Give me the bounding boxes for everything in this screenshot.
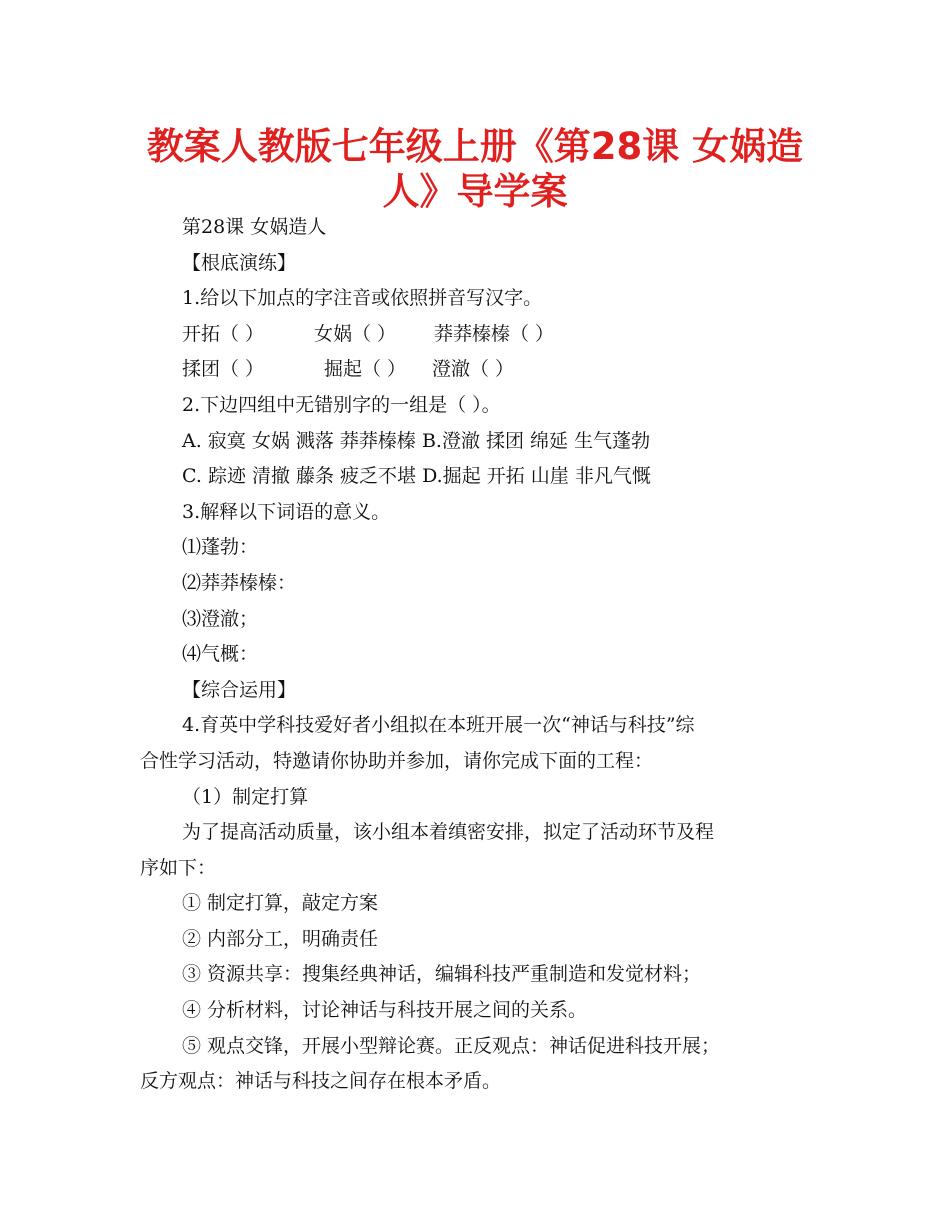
question-3-prompt: 3.解释以下词语的意义。: [182, 500, 391, 523]
question-2-prompt: 2.下边四组中无错别字的一组是（ ）。: [182, 393, 501, 416]
question-4-paragraph-line: 序如下：: [140, 856, 217, 879]
question-4-paragraph-line: 合性学习活动，特邀请你协助并参加，请你完成下面的工程：: [140, 749, 654, 772]
question-1-row-1: [140, 317, 820, 353]
document-title-line-2: 人》导学案: [382, 170, 568, 213]
question-4-paragraph-line: 为了提高活动质量，该小组本着缜密安排，拟定了活动环节及程: [182, 821, 715, 844]
question-3-item: ⑴蓬勃：: [182, 536, 259, 559]
question-4-step: ④ 分析材料，讨论神话与科技开展之间的关系。: [182, 999, 588, 1022]
q1-item: 掘起（ ）: [324, 358, 407, 381]
question-4-step-continuation: 反方观点：神话与科技之间存在根本矛盾。: [140, 1070, 502, 1093]
question-4-paragraph-line: 4.育英中学科技爱好者小组拟在本班开展一次“神话与科技”综: [182, 714, 695, 737]
document-title-line-1: 教案人教版七年级上册《第28课 女娲造: [146, 125, 804, 168]
question-4-step: ③ 资源共享：搜集经典神话，编辑科技严重制造和发觉材料；: [182, 963, 702, 986]
question-1-row-2: [140, 352, 820, 388]
question-3-item: ⑵莽莽榛榛：: [182, 571, 297, 594]
section-heading-basics: 【根底演练】: [182, 251, 297, 274]
question-2-options-ab: A. 寂寞 女娲 溅落 莽莽榛榛 B.澄澈 揉团 绵延 生气蓬勃: [182, 429, 651, 452]
question-4-step: ⑤ 观点交锋，开展小型辩论赛。正反观点：神话促进科技开展；: [182, 1034, 721, 1057]
question-3-item: ⑶澄澈；: [182, 607, 259, 630]
q1-item: 澄澈（ ）: [432, 358, 515, 381]
q1-item: 开拓（ ）: [182, 322, 265, 345]
question-4-step: ① 制定打算，敲定方案: [182, 892, 379, 915]
q1-item: 揉团（ ）: [182, 358, 265, 381]
question-4-subheading: （1）制定打算: [182, 785, 309, 808]
section-heading-application: 【综合运用】: [182, 678, 297, 701]
q1-item: 女娲（ ）: [314, 322, 397, 345]
question-3-item: ⑷气概：: [182, 643, 259, 666]
question-4-step: ② 内部分工，明确责任: [182, 927, 379, 950]
question-2-options-cd: C. 踪迹 清撤 藤条 疲乏不堪 D.掘起 开拓 山崖 非凡气慨: [182, 465, 651, 488]
q1-item: 莽莽榛榛（ ）: [434, 322, 555, 345]
question-1-prompt: 1.给以下加点的字注音或依照拼音写汉字。: [182, 287, 543, 310]
lesson-heading: 第28课 女娲造人: [182, 216, 327, 238]
document-body: [140, 210, 820, 1100]
